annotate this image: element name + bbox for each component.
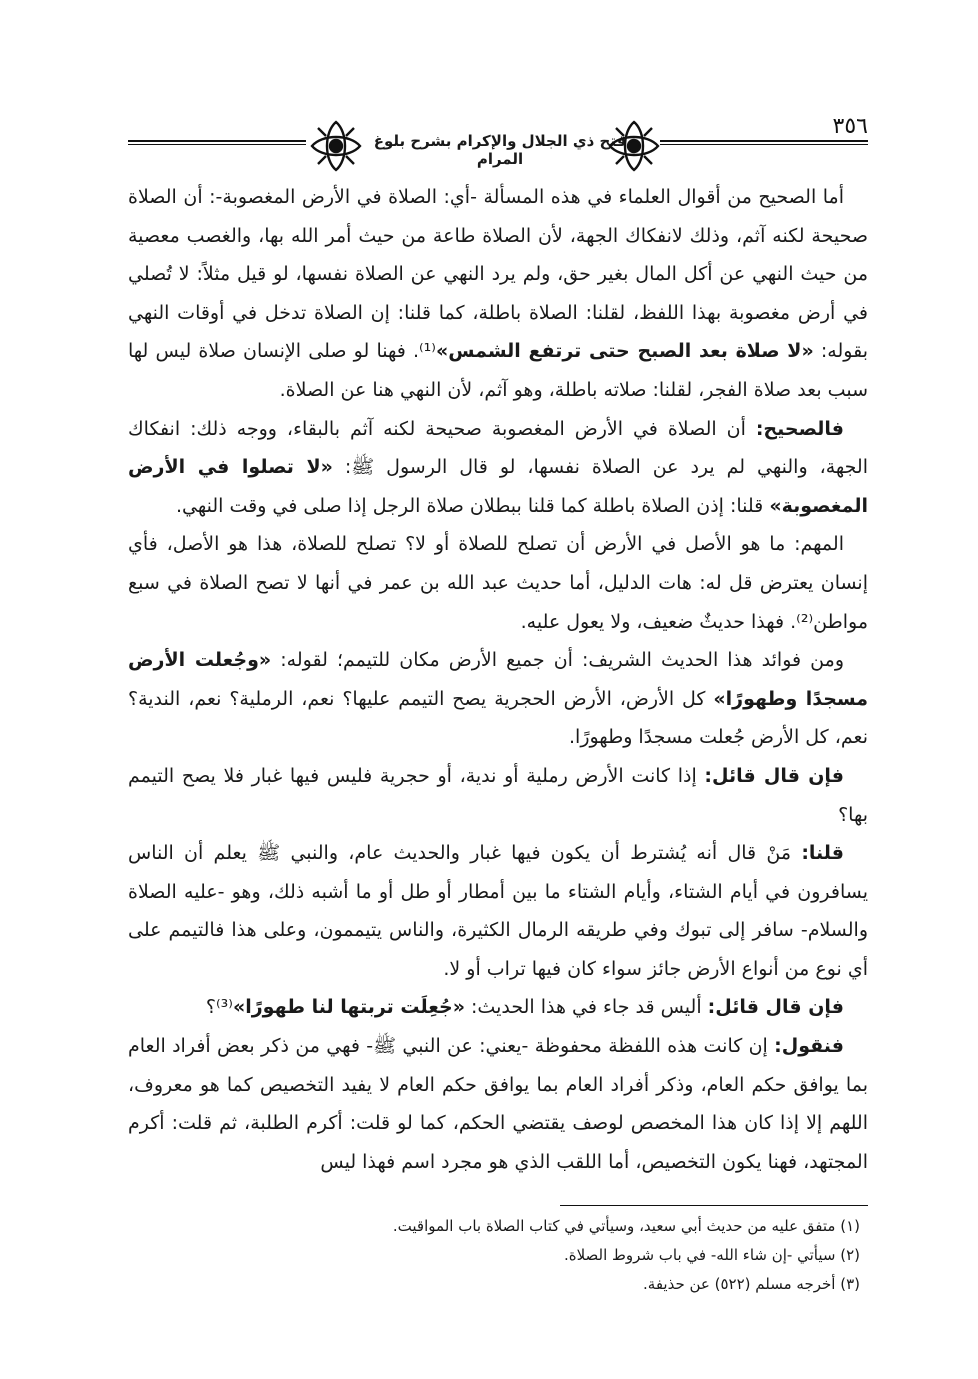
text-run: مَنْ قال أنه يُشترط أن يكون فيها غبار والحديث عام، والنبي ﷺ يعلم أن الناس يسافرون في أيام الشتاء، وأيام الشتاء ما بين أمطار أو طل أو ما أشبه ذلك، وهو -عليه الصلاة والسلام- سافر إلى تبوك وفي طريقه الرمال الكثيرة، والناس يتيممون، وعلى هذا فالتيمم على أي نوع من أنواع الأرض جائز سواء كان فيها تراب أو لا.: [128, 842, 868, 980]
bold-run: «وجُعلت الأرض مسجدًا وطهورًا»: [128, 649, 868, 710]
paragraph: [128, 525, 868, 641]
text-run: ومن فوائد هذا الحديث الشريف: أن جميع الأرض مكان للتيمم؛ لقوله:: [271, 649, 844, 672]
text-run: إذا كانت الأرض رملية أو ندية، أو حجرية فليس فيها غبار فلا يصح التيمم بها؟: [128, 764, 868, 826]
footnote: (١) متفق عليه من حديث أبي سعيد، وسيأتي في كتاب الصلاة باب المواقيت.: [392, 1217, 860, 1235]
paragraph: [128, 757, 868, 834]
footnote: (٢) سيأتي -إن شاء الله- في باب شروط الصلاة.: [563, 1246, 860, 1264]
footnote: (٣) أخرجه مسلم (٥٢٢) عن حذيفة.: [643, 1275, 860, 1293]
bold-run: فالصحيح:: [755, 417, 844, 440]
text-run: كل الأرض، الأرض الحجرية يصح التيمم عليها؟ نعم، الرملية؟ نعم، الندية؟ نعم، كل الأرض جُعلت مسجدًا وطهورًا.: [128, 687, 868, 749]
text-run: ⁽¹⁾. فهنا لو صلى الإنسان صلاة ليس لها سبب بعد صلاة الفجر، لقلنا: صلاته باطلة، وهو آثم، لأن النهي هنا عن الصلاة.: [128, 340, 868, 401]
ornament-icon: [308, 118, 364, 174]
book-title: فتح ذي الجلال والإكرام بشرح بلوغ المرام: [373, 132, 627, 168]
bold-run: فنقول:: [774, 1035, 844, 1058]
text-run: إن كانت هذه اللفظة محفوظة -يعني: عن النبي ﷺ- فهي من ذكر بعض أفراد العام بما يوافق حكم العام، وذكر أفراد العام بما يوافق حكم العام لا يفيد التخصيص كما هو معروف، اللهم إلا إذا كان هذا المخصص لوصف يقتضي الحكم، كما لو قلت: أكرم الطلبة، ثم قلت: أكرم المجتهد، فهنا يكون التخصيص، أما اللقب الذي هو مجرد اسم فهذا ليس: [128, 1035, 868, 1173]
bold-run: «جُعِلَت تربتها لنا طهورًا»: [232, 996, 465, 1019]
paragraph: [128, 988, 868, 1027]
paragraph: [128, 834, 868, 988]
body-text: [128, 178, 868, 1181]
footnote-separator: [560, 1205, 868, 1206]
paragraph: [128, 178, 868, 410]
paragraph: [128, 1027, 868, 1181]
text-run: ⁽³⁾؟: [205, 996, 233, 1019]
paragraph: [128, 410, 868, 526]
bold-run: فإن قال قائل:: [704, 764, 844, 787]
bold-run: فإن قال قائل:: [707, 996, 844, 1019]
text-run: أما الصحيح من أقوال العلماء في هذه المسألة -أي: الصلاة في الأرض المغصوبة-: أن الصلاة صحيحة لكنه آثم، وذلك لانفكاك الجهة، لأن الصلاة طاعة من حيث أمر الله بها، والغصب معصية من حيث النهي عن أكل المال بغير حق، ولم يرد النهي عن الصلاة نفسها، لو قيل مثلاً: لا تُصلي في أرض مغصوبة بهذا اللفظ، لقلنا: الصلاة باطلة، كما قلنا: إن الصلاة تدخل في أوقات النهي بقوله:: [128, 186, 868, 363]
page-header: [128, 100, 868, 180]
header-rule-left: [128, 140, 306, 145]
header-rule-right: [660, 140, 868, 145]
page-number: ٣٥٦: [832, 114, 868, 139]
footnotes: [128, 1212, 868, 1299]
text-run: قلنا: إذن الصلاة باطلة كما قلنا ببطلان صلاة الرجل إذا صلى في وقت النهي.: [175, 494, 770, 517]
bold-run: قلنا:: [801, 842, 844, 865]
bold-run: «لا تصلوا في الأرض المغصوبة»: [128, 456, 868, 517]
bold-run: «لا صلاة بعد الصبح حتى ترتفع الشمس»: [435, 340, 814, 363]
paragraph: [128, 641, 868, 757]
text-run: أليس قد جاء في هذا الحديث:: [464, 996, 708, 1019]
text-run: أن الصلاة في الأرض المغصوبة صحيحة لكنه آثم بالبقاء، ووجه ذلك: انفكاك الجهة، والنهي لم يرد عن الصلاة نفسها، لو قال الرسول ﷺ:: [128, 417, 868, 479]
text-run: المهم: ما هو الأصل في الأرض أن تصلح للصلاة أو لا؟ تصلح للصلاة، هذا هو الأصل، فأي إنسان يعترض قل له: هات الدليل، أما حديث عبد الله بن عمر في أنها لا تصح الصلاة في سبع مواطن⁽²⁾. فهذا حديثٌ ضعيف، ولا يعول عليه.: [128, 533, 868, 633]
ornament-icon: [606, 118, 662, 174]
